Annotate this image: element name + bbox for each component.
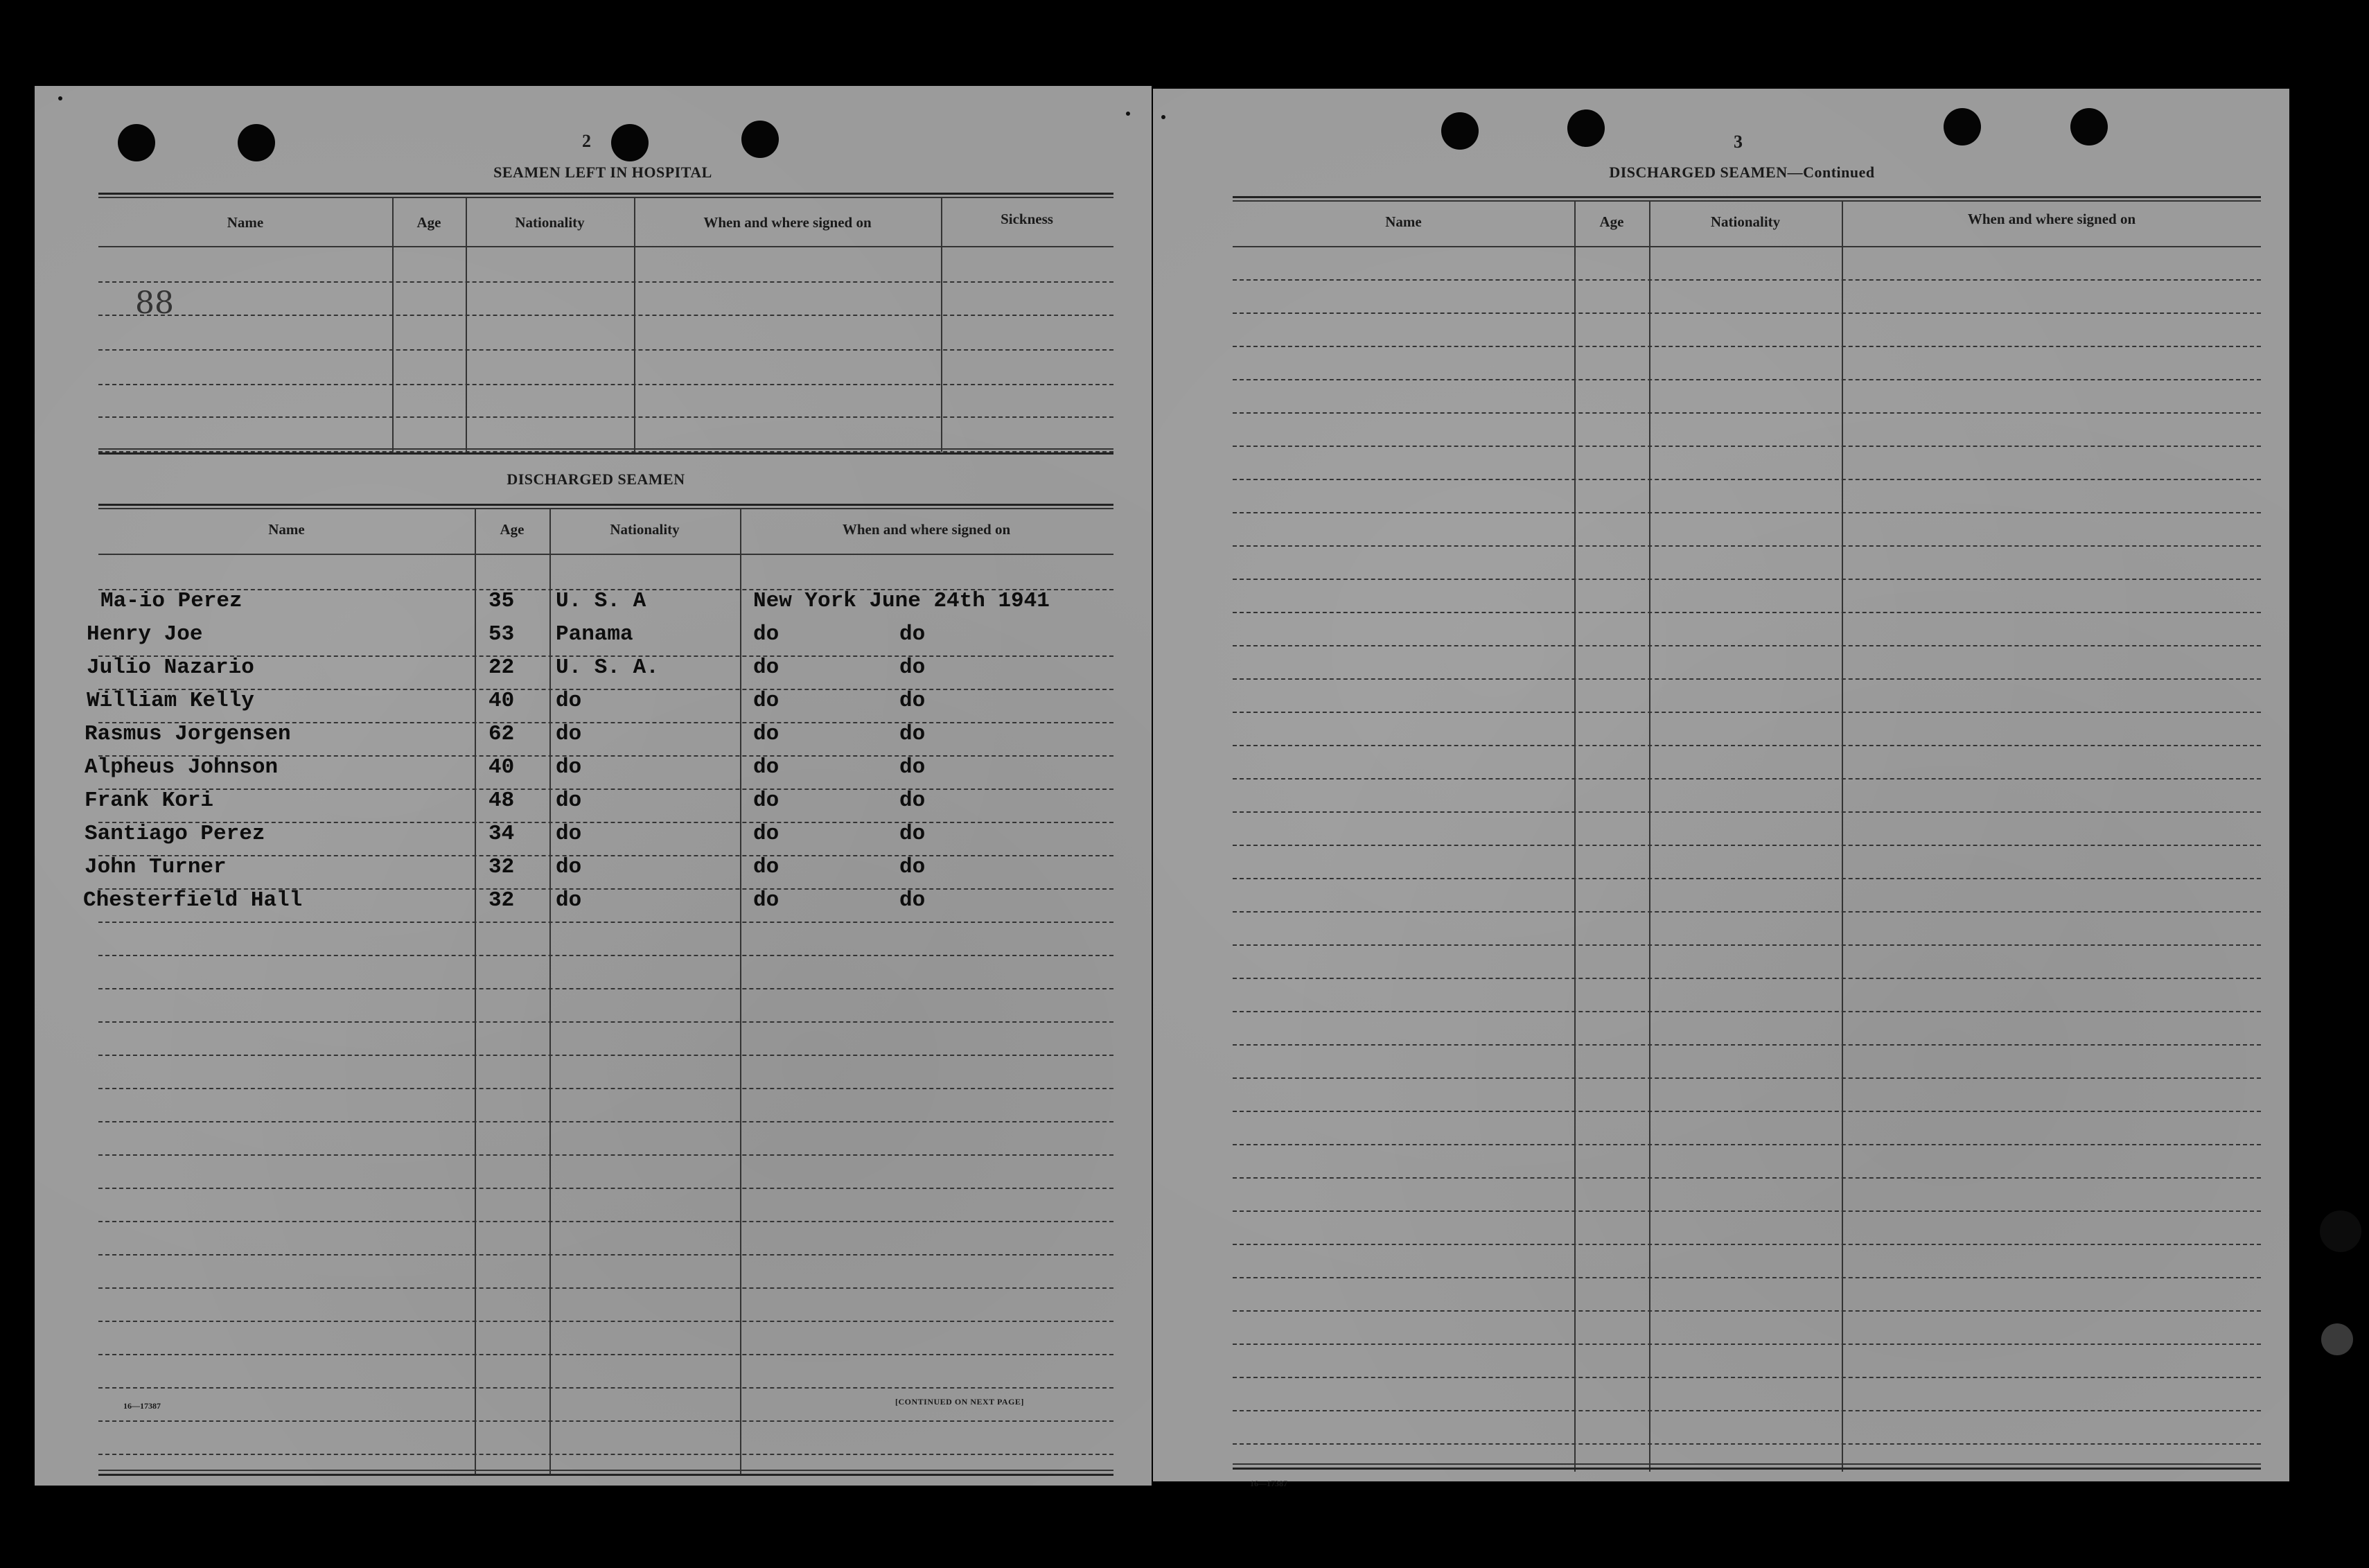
punch-hole: [1567, 109, 1605, 147]
row-line: [1233, 1410, 2261, 1411]
row-line: [98, 1188, 1113, 1189]
punch-hole: [611, 124, 649, 161]
table-rule: [98, 1474, 1113, 1476]
row-line: [98, 349, 1113, 351]
row-line: [1233, 1111, 2261, 1112]
seaman-signed-on-ditto: do: [899, 622, 926, 646]
row-line: [98, 416, 1113, 418]
column-header-age: Age: [500, 521, 525, 538]
row-line: [1233, 1310, 2261, 1312]
row-line: [1233, 1443, 2261, 1445]
row-line: [1233, 446, 2261, 447]
form-number: 16—17387: [1250, 1479, 1287, 1488]
seaman-signed-on: do: [753, 655, 780, 680]
seaman-name: William Kelly: [87, 689, 254, 713]
column-divider: [740, 508, 741, 1474]
seaman-age: 48: [488, 789, 515, 813]
row-line: [98, 1221, 1113, 1222]
table-rule: [98, 554, 1113, 555]
seaman-nationality: do: [556, 888, 582, 913]
continued-note: [CONTINUED ON NEXT PAGE]: [895, 1397, 1024, 1407]
seaman-name: Chesterfield Hall: [83, 888, 303, 913]
row-line: [1233, 745, 2261, 746]
row-line: [98, 315, 1113, 316]
row-line: [1233, 612, 2261, 613]
seaman-age: 40: [488, 755, 515, 779]
row-line: [98, 988, 1113, 989]
row-line: [98, 789, 1113, 790]
speck: [2321, 1323, 2353, 1355]
column-divider: [392, 197, 394, 452]
seaman-nationality: U. S. A: [556, 589, 646, 613]
column-header-nationality: Nationality: [610, 521, 680, 538]
row-line: [1233, 911, 2261, 913]
row-line: [98, 384, 1113, 385]
row-line: [1233, 1377, 2261, 1378]
column-divider: [634, 197, 635, 452]
seaman-signed-on: do: [753, 789, 780, 813]
section-title: [1569, 164, 1915, 182]
discharged-section-title: DISCHARGED SEAMEN: [507, 470, 685, 488]
row-line: [1233, 346, 2261, 347]
seaman-signed-on-ditto: do: [899, 689, 926, 713]
row-line: [1233, 545, 2261, 547]
row-line: [1233, 312, 2261, 314]
seaman-signed-on: do: [753, 722, 780, 746]
row-line: [1233, 1244, 2261, 1245]
seaman-nationality: U. S. A.: [556, 655, 659, 680]
row-line: [1233, 1144, 2261, 1145]
row-line: [1233, 512, 2261, 513]
seaman-signed-on: New York June 24th 1941: [753, 589, 1050, 613]
row-line: [98, 1420, 1113, 1422]
seaman-age: 40: [488, 689, 515, 713]
row-line: [1233, 811, 2261, 813]
seaman-signed-on-ditto: do: [899, 722, 926, 746]
column-header-signed-on: When and where signed on: [842, 521, 1011, 538]
table-rule: [98, 508, 1113, 509]
column-header-nationality: Nationality: [1710, 213, 1781, 230]
punch-hole: [1441, 112, 1479, 150]
row-line: [98, 1321, 1113, 1322]
row-line: [98, 1121, 1113, 1122]
seaman-signed-on: do: [753, 822, 780, 846]
seaman-signed-on-ditto: do: [899, 789, 926, 813]
row-line: [1233, 1044, 2261, 1046]
seaman-name: Alpheus Johnson: [85, 755, 279, 779]
seaman-name: Henry Joe: [87, 622, 203, 646]
seaman-nationality: do: [556, 755, 582, 779]
row-line: [98, 1254, 1113, 1256]
speck: [1126, 112, 1130, 116]
column-header-signed-on: When and where signed on: [1967, 211, 2136, 227]
row-line: [98, 1354, 1113, 1355]
column-divider: [549, 508, 551, 1474]
column-header-age: Age: [416, 214, 441, 231]
punch-hole: [2070, 108, 2108, 146]
row-line: [1233, 1011, 2261, 1012]
table-rule: [98, 1470, 1113, 1471]
seaman-signed-on: do: [753, 622, 780, 646]
seaman-name: Ma-io Perez: [100, 589, 243, 613]
table-rule: [98, 197, 1113, 198]
seaman-name: Julio Nazario: [87, 655, 254, 680]
seaman-name: Rasmus Jorgensen: [85, 722, 291, 746]
form-number: 16—17387: [123, 1401, 161, 1411]
table-rule: [1233, 200, 2261, 202]
table-rule: [1233, 246, 2261, 247]
table-rule: [1233, 1468, 2261, 1470]
section-title-main: DISCHARGED SEAMEN: [1609, 164, 1788, 181]
seaman-name: Santiago Perez: [85, 822, 265, 846]
punch-hole: [741, 121, 779, 158]
row-line: [98, 1088, 1113, 1089]
seaman-signed-on-ditto: do: [899, 755, 926, 779]
punch-hole: [2320, 1210, 2361, 1252]
seaman-age: 62: [488, 722, 515, 746]
row-line: [1233, 678, 2261, 680]
column-divider: [466, 197, 467, 452]
row-line: [1233, 944, 2261, 946]
row-line: [1233, 1210, 2261, 1212]
row-line: [1233, 978, 2261, 979]
seaman-signed-on: do: [753, 855, 780, 879]
seaman-age: 32: [488, 888, 515, 913]
row-line: [1233, 279, 2261, 281]
row-line: [98, 1021, 1113, 1023]
row-line: [98, 1154, 1113, 1156]
row-line: [98, 1387, 1113, 1389]
column-header-nationality: Nationality: [515, 214, 585, 231]
column-divider: [1574, 200, 1576, 1472]
row-line: [1233, 712, 2261, 713]
row-line: [1233, 1177, 2261, 1179]
row-line: [98, 281, 1113, 283]
row-line: [1233, 579, 2261, 580]
seaman-name: Frank Kori: [85, 789, 214, 813]
seaman-nationality: Panama: [556, 622, 633, 646]
row-line: [1233, 878, 2261, 879]
table-rule: [98, 193, 1113, 195]
row-line: [98, 1454, 1113, 1455]
seaman-signed-on-ditto: do: [899, 822, 926, 846]
section-title-suffix: —Continued: [1787, 164, 1875, 181]
row-line: [1233, 412, 2261, 414]
handwritten-note: 88: [135, 285, 174, 321]
column-divider: [1842, 200, 1843, 1472]
seaman-age: 35: [488, 589, 515, 613]
hospital-section-title: SEAMEN LEFT IN HOSPITAL: [493, 164, 712, 181]
table-rule: [1233, 196, 2261, 198]
row-line: [1233, 1344, 2261, 1345]
column-header-name: Name: [268, 521, 305, 538]
row-line: [98, 855, 1113, 856]
row-line: [98, 1287, 1113, 1289]
column-divider: [475, 508, 476, 1474]
column-header-name: Name: [227, 214, 264, 231]
seaman-age: 53: [488, 622, 515, 646]
seaman-nationality: do: [556, 789, 582, 813]
row-line: [1233, 379, 2261, 380]
speck: [58, 96, 62, 100]
column-header-name: Name: [1385, 213, 1422, 230]
seaman-nationality: do: [556, 722, 582, 746]
row-line: [98, 955, 1113, 956]
seaman-signed-on-ditto: do: [899, 655, 926, 680]
row-line: [1233, 778, 2261, 779]
table-rule: [98, 448, 1113, 450]
column-divider: [1649, 200, 1650, 1472]
row-line: [1233, 1277, 2261, 1278]
page-number: 3: [1734, 132, 1743, 152]
row-line: [98, 922, 1113, 923]
right-page: [1153, 89, 2289, 1488]
column-divider: [941, 197, 942, 452]
seaman-nationality: do: [556, 822, 582, 846]
table-rule: [98, 504, 1113, 506]
seaman-signed-on: do: [753, 755, 780, 779]
seaman-signed-on: do: [753, 689, 780, 713]
table-rule: [98, 246, 1113, 247]
row-line: [1233, 645, 2261, 646]
speck: [1161, 115, 1165, 119]
row-line: [1233, 479, 2261, 480]
seaman-age: 34: [488, 822, 515, 846]
table-rule: [1233, 1463, 2261, 1465]
seaman-age: 22: [488, 655, 515, 680]
punch-hole: [1944, 108, 1981, 146]
punch-hole: [118, 124, 155, 161]
seaman-signed-on-ditto: do: [899, 855, 926, 879]
seaman-signed-on-ditto: do: [899, 888, 926, 913]
page-number: 2: [582, 131, 591, 151]
column-header-sickness: Sickness: [1001, 211, 1053, 227]
row-line: [1233, 845, 2261, 846]
seaman-name: John Turner: [85, 855, 227, 879]
seaman-nationality: do: [556, 689, 582, 713]
column-header-age: Age: [1599, 213, 1624, 230]
punch-hole: [238, 124, 275, 161]
table-rule: [98, 452, 1113, 455]
row-line: [1233, 1077, 2261, 1079]
row-line: [98, 1055, 1113, 1056]
seaman-nationality: do: [556, 855, 582, 879]
column-header-signed-on: When and where signed on: [703, 214, 872, 231]
seaman-age: 32: [488, 855, 515, 879]
left-page: [35, 86, 1152, 1486]
seaman-signed-on: do: [753, 888, 780, 913]
